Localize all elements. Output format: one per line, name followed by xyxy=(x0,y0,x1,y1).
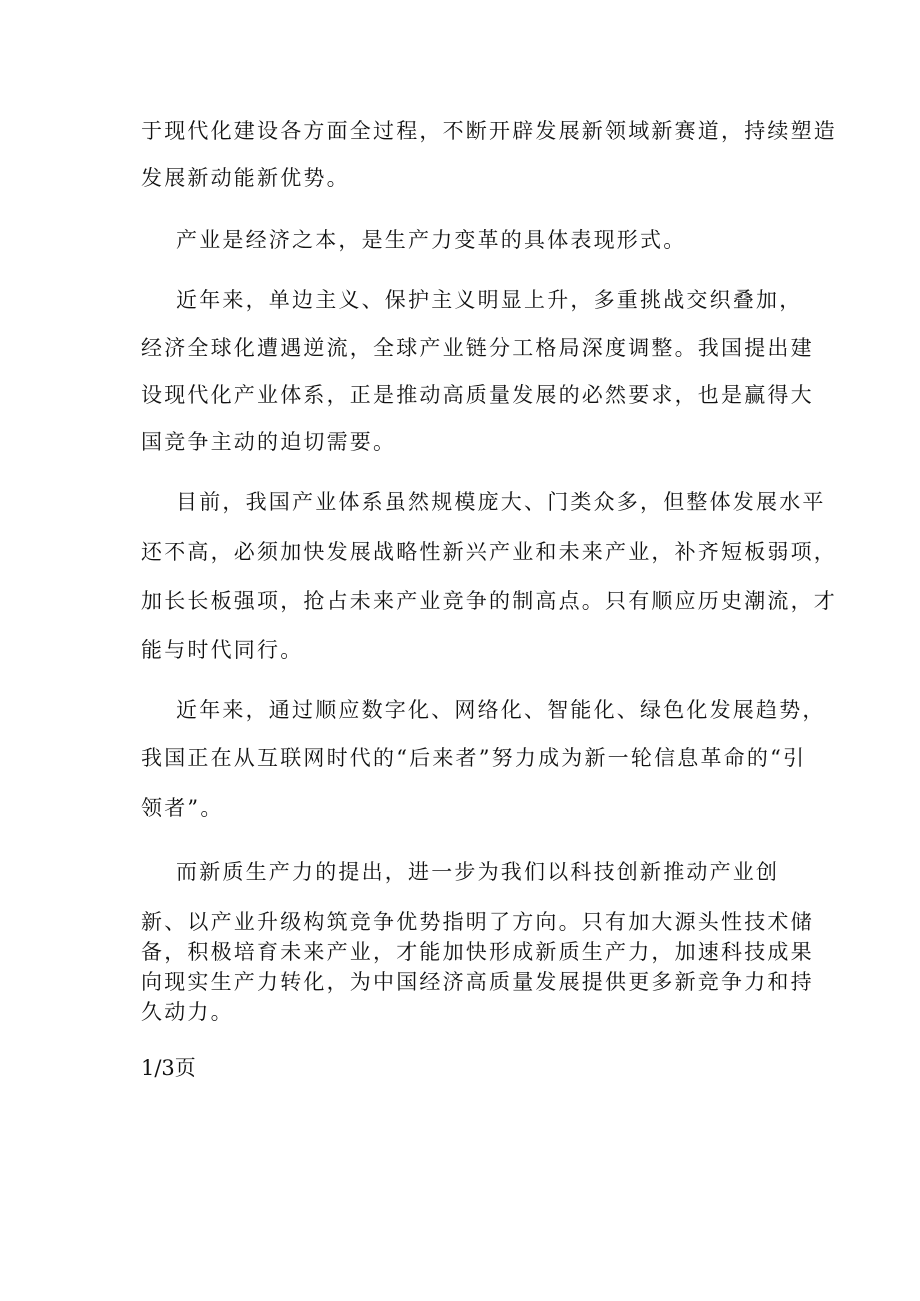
page-number: 1/3页 xyxy=(141,1056,196,1080)
paragraph-4-line-2: 还不高，必须加快发展战略性新兴产业和未来产业，补齐短板弱项， xyxy=(141,540,837,564)
paragraph-2-line-1: 产业是经济之本，是生产力变革的具体表现形式。 xyxy=(176,228,687,252)
paragraph-3-line-3: 设现代化产业体系，正是推动高质量发展的必然要求，也是赢得大 xyxy=(141,383,814,407)
paragraph-6-line-5: 久动力。 xyxy=(141,1000,234,1024)
paragraph-1-line-1: 于现代化建设各方面全过程，不断开辟发展新领域新赛道，持续塑造 xyxy=(141,119,837,143)
paragraph-5-line-3: 领者”。 xyxy=(141,796,224,820)
paragraph-3-line-4: 国竞争主动的迫切需要。 xyxy=(141,430,397,454)
paragraph-5-line-1: 近年来，通过顺应数字化、网络化、智能化、绿色化发展趋势， xyxy=(176,698,826,722)
paragraph-6-line-1: 而新质生产力的提出，进一步为我们以科技创新推动产业创 xyxy=(176,860,780,884)
paragraph-6-line-3: 备，积极培育未来产业，才能加快形成新质生产力，加速科技成果 xyxy=(141,940,814,964)
paragraph-3-line-2: 经济全球化遭遇逆流，全球产业链分工格局深度调整。我国提出建 xyxy=(141,336,814,360)
paragraph-6-line-4: 向现实生产力转化，为中国经济高质量发展提供更多新竞争力和持 xyxy=(141,970,814,994)
paragraph-4-line-3: 加长长板强项，抢占未来产业竞争的制高点。只有顺应历史潮流，才 xyxy=(141,589,837,613)
paragraph-4-line-4: 能与时代同行。 xyxy=(141,638,304,662)
paragraph-5-line-2: 我国正在从互联网时代的“后来者”努力成为新一轮信息革命的“引 xyxy=(141,746,807,770)
paragraph-3-line-1: 近年来，单边主义、保护主义明显上升，多重挑战交织叠加， xyxy=(176,288,803,312)
paragraph-6-line-2: 新、以产业升级构筑竞争优势指明了方向。只有加大源头性技术储 xyxy=(141,910,814,934)
paragraph-1-line-2: 发展新动能新优势。 xyxy=(141,166,350,190)
paragraph-4-line-1: 目前，我国产业体系虽然规模庞大、门类众多，但整体发展水平 xyxy=(176,490,826,514)
